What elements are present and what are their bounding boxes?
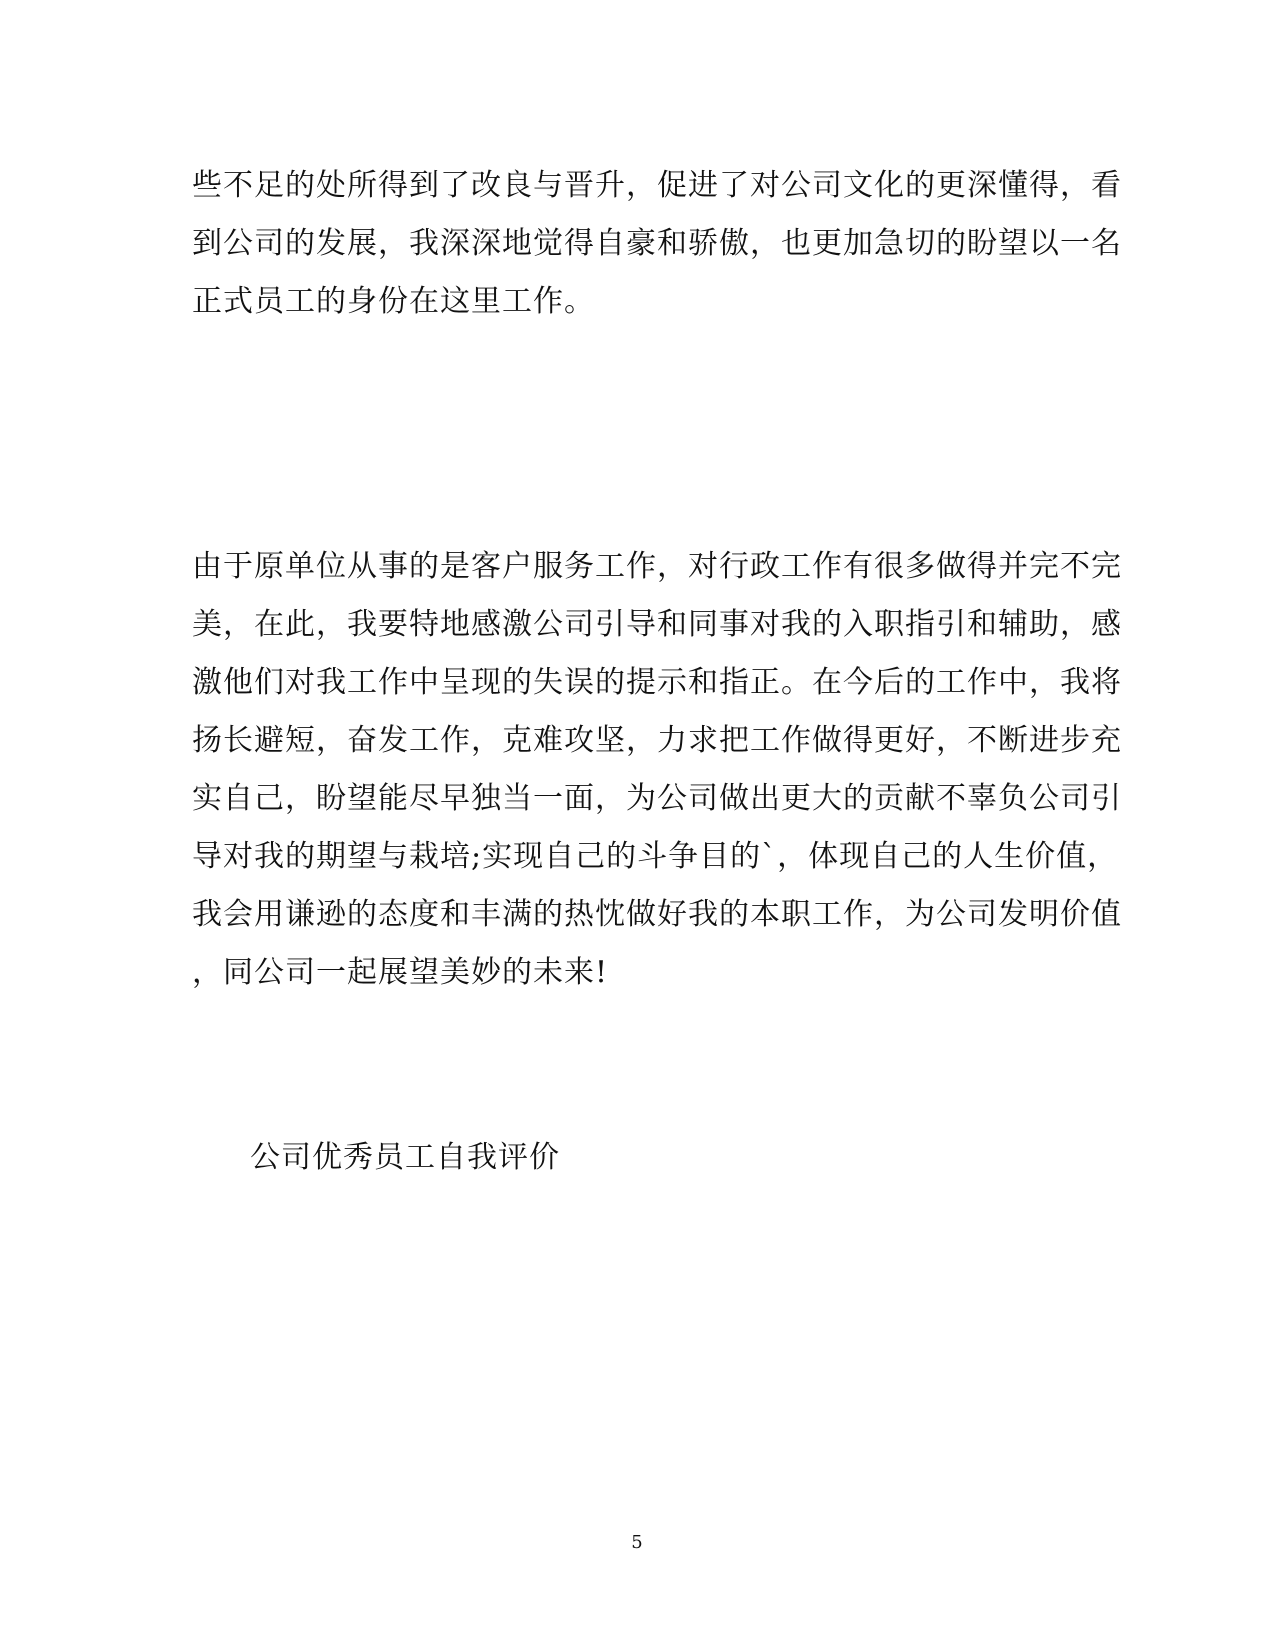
paragraph-line: 由于原单位从事的是客户服务工作，对行政工作有很多做得并完不完 <box>192 549 1122 584</box>
section-heading: 公司优秀员工自我评价 <box>250 1140 560 1175</box>
paragraph-line: 导对我的期望与栽培;实现自己的斗争目的`，体现自己的人生价值， <box>192 839 1119 874</box>
paragraph-line: 扬长避短，奋发工作，克难攻坚，力求把工作做得更好，不断进步充 <box>192 723 1122 758</box>
paragraph-line: 我会用谦逊的态度和丰满的热忱做好我的本职工作，为公司发明价值 <box>192 897 1122 932</box>
page-number: 5 <box>631 1532 643 1553</box>
paragraph-line: 美，在此，我要特地感激公司引导和同事对我的入职指引和辅助，感 <box>192 607 1122 642</box>
paragraph-line: 正式员工的身份在这里工作。 <box>192 284 595 319</box>
paragraph-line: 激他们对我工作中呈现的失误的提示和指正。在今后的工作中，我将 <box>192 665 1122 700</box>
paragraph-line: 到公司的发展，我深深地觉得自豪和骄傲，也更加急切的盼望以一名 <box>192 226 1122 261</box>
paragraph-line: ，同公司一起展望美妙的未来! <box>192 955 609 990</box>
paragraph-line: 些不足的处所得到了改良与晋升，促进了对公司文化的更深懂得，看 <box>192 168 1122 203</box>
paragraph-line: 实自己，盼望能尽早独当一面，为公司做出更大的贡献不辜负公司引 <box>192 781 1122 816</box>
